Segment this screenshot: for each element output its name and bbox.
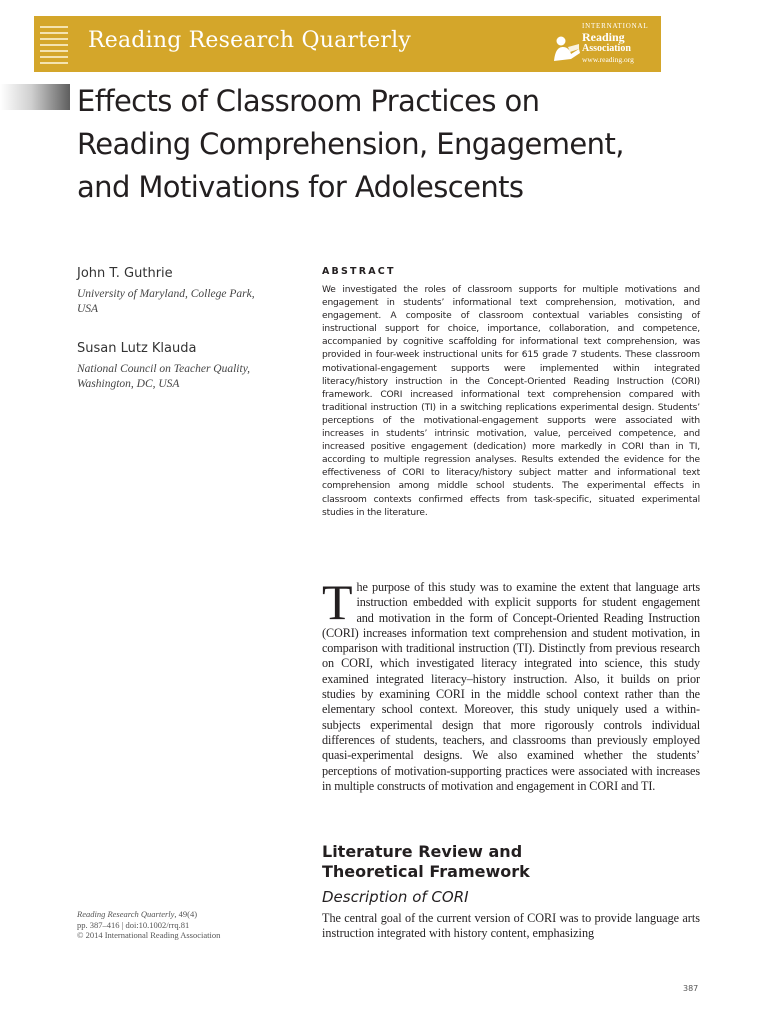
citation-journal: Reading Research Quarterly [77, 909, 175, 919]
author-name: Susan Lutz Klauda [77, 341, 197, 356]
author-block [77, 266, 297, 317]
page-number: 387 [683, 984, 699, 993]
citation-volume: , 49(4) [174, 909, 198, 919]
publisher-logo [552, 21, 662, 69]
title-line: and Motivations for Adolescents [77, 170, 524, 204]
subsection-heading: Description of CORI [322, 888, 469, 906]
abstract-text: We investigated the roles of classroom supports for multiple motivations and engagement in students’ informational text comprehension, motivation, and engagement. A composite of classroom contextual variables consisting of instructional support for choice, importance, collaboration, and competence, accompanied by cognitive scaffolding for informational text comprehension, was provided in four-week instructional units for 615 grade 7 students. These classroom motivational-engagement supports were implemented within integrated literacy/history instruction in the Concept-Oriented Reading Instruction (CORI) framework. CORI increased informational text comprehension compared with traditional instruction (TI) in a switching replications experimental design. Students’ perceptions of the motivational-engagement supports were associated with increases in students’ intrinsic motivation, value, perceived competence, and increased positive engagement (dedication) more markedly in CORI than in TI, according to multiple regression analyses. Results extended the evidence for the effectiveness of CORI to literacy/history subject matter and informational text comprehension among middle school students. The experimental effects in classroom contexts confirmed effects from task-specific, situated experimental studies in the literature. [322, 285, 700, 518]
publisher-line-3: Association [582, 43, 631, 54]
title-line: Reading Comprehension, Engagement, [77, 127, 624, 161]
section-paragraph: The central goal of the current version of CORI was to provide language arts instruction integrated with history content, emphasizing [322, 911, 700, 941]
article-title [77, 80, 717, 209]
title-line: Effects of Classroom Practices on [77, 84, 540, 118]
author-affiliation: National Council on Teacher Quality, Washington, DC, USA [77, 363, 251, 390]
intro-text: he purpose of this study was to examine the extent that language arts instruction embedded with explicit supports for student engagement and motivation in the form of Concept-Oriented Reading Instruction (CORI) increases information text comprehension and student motivation, in comparison with traditional instruction (TI). Distinctly from previous research on CORI, which investigated literacy integrated into science, this study examined integrated literacy–history instruction. Also, it builds on prior studies by examining CORI in the middle school context rather than the elementary school context. Moreover, this study uniquely used a within-subjects experimental design that more rigorously controls individual differences of students, teachers, and classrooms than previously employed quasi-experimental designs. We also examined whether the students’ perceptions of motivation-supporting practices were associated with increases in multiple constructs of motivation and engagement in CORI and TI. [322, 580, 700, 793]
author-affiliation: University of Maryland, College Park, USA [77, 288, 255, 315]
abstract-heading: ABSTRACT [322, 266, 396, 277]
citation-copyright: © 2014 International Reading Association [77, 930, 221, 940]
publisher-line-1: INTERNATIONAL [582, 22, 649, 30]
publisher-line-2: Reading [582, 30, 625, 44]
citation-block [77, 909, 307, 941]
reader-figure-icon [552, 35, 582, 63]
author-block [77, 341, 297, 392]
banner-stripes-decoration [40, 26, 76, 66]
drop-cap: T [322, 574, 353, 630]
section-heading: Literature Review and Theoretical Framework [322, 842, 530, 881]
journal-title: Reading Research Quarterly [88, 28, 411, 53]
intro-paragraph [322, 574, 700, 794]
gradient-side-bar [0, 84, 70, 110]
publisher-url: www.reading.org [582, 55, 634, 64]
journal-banner [34, 16, 661, 72]
author-name: John T. Guthrie [77, 266, 173, 281]
citation-pages: pp. 387–416 | doi:10.1002/rrq.81 [77, 919, 190, 930]
